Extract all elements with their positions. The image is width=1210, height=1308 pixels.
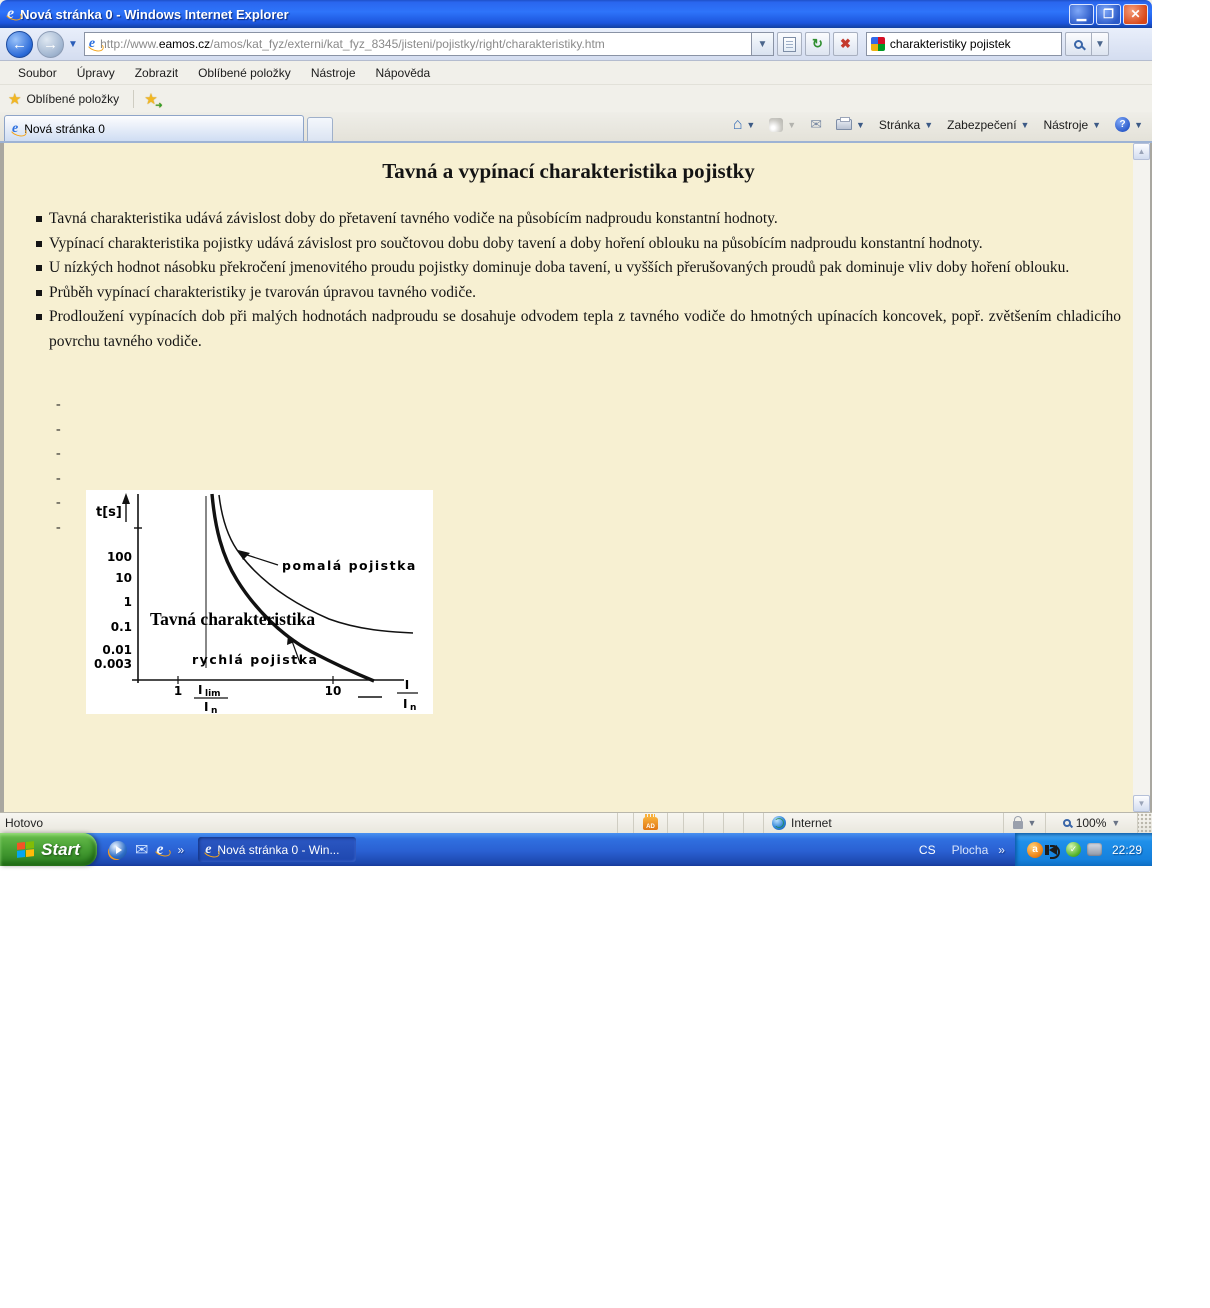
frac-lim-denominator-sub: n (211, 706, 218, 714)
menu-soubor[interactable]: Soubor (18, 65, 57, 80)
taskbar-window-button[interactable] (198, 837, 356, 862)
bullet-item: Tavná charakteristika udává závislost doby do přetavení tavného vodiče na působícím nadproudu konstantní hodnoty. (34, 207, 1121, 232)
address-bar[interactable] (84, 32, 752, 56)
internet-zone-globe-icon (772, 816, 786, 830)
window-titlebar (0, 0, 1152, 28)
url-prefix: http://www. (100, 37, 159, 51)
dash-item: - (56, 519, 61, 535)
menu-napoveda[interactable]: Nápověda (375, 65, 431, 80)
tab-label: Nová stránka 0 (24, 121, 105, 136)
scroll-up-button[interactable]: ▲ (1133, 143, 1150, 160)
help-icon: ? (1115, 117, 1130, 132)
search-input[interactable] (866, 32, 1062, 56)
x-tick-label-1: 1 (173, 684, 183, 698)
favorites-button[interactable]: Oblíbené položky (26, 91, 120, 106)
y-tick-label: 0.01 (102, 643, 132, 657)
taskbar-right (907, 833, 1152, 866)
bullet-item: U nízkých hodnot násobku překročení jmenovitého proudu pojistky dominuje doba tavení, u vyšších přerušovaných proudů pak dominuje vliv doby hoření oblouku. (34, 256, 1121, 281)
printer-icon (836, 119, 852, 130)
x-tick-label-10: 10 (324, 684, 342, 698)
minimize-button[interactable]: ▁ (1069, 4, 1094, 25)
status-segment (724, 813, 744, 833)
security-menu-button[interactable]: Zabezpečení ▼ (947, 117, 1030, 132)
taskbar (0, 833, 1152, 866)
help-button[interactable]: ? ▼ (1110, 114, 1148, 135)
status-segment (668, 813, 684, 833)
update-status-tray-icon[interactable]: ✓ (1066, 842, 1081, 857)
popup-blocker-hand-icon[interactable]: AD (643, 817, 658, 830)
favorites-separator (133, 90, 134, 108)
vertical-scrollbar[interactable] (1133, 143, 1150, 812)
y-tick-label: 10 (115, 571, 132, 585)
security-zone-cell (764, 813, 1004, 833)
window-title: Nová stránka 0 - Windows Internet Explorer (20, 6, 289, 22)
stop-button[interactable]: ✖ (833, 32, 858, 56)
y-arrow-head-icon (122, 493, 130, 504)
volume-tray-icon[interactable] (1049, 845, 1057, 855)
antivirus-tray-icon[interactable]: a (1027, 842, 1043, 858)
page-content (4, 143, 1133, 812)
dash-item: - (56, 446, 61, 462)
internet-explorer-icon[interactable]: e (156, 840, 164, 858)
scroll-down-button[interactable]: ▼ (1133, 795, 1150, 812)
protected-mode-lock-icon (1013, 821, 1023, 829)
command-bar (728, 112, 1148, 141)
back-button[interactable]: ← (6, 31, 33, 58)
menu-nastroje[interactable]: Nástroje (310, 65, 356, 80)
status-bar (0, 812, 1152, 833)
print-button[interactable]: ▼ (831, 116, 870, 133)
task-ie-icon: e (205, 841, 212, 857)
y-tick-label: 0.003 (94, 657, 132, 671)
search-icon (1074, 40, 1083, 49)
history-dropdown-icon[interactable]: ▼ (68, 38, 78, 50)
feed-icon (769, 118, 783, 132)
tools-menu-button[interactable]: Nástroje ▼ (1043, 117, 1102, 132)
page-menu-button[interactable]: Stránka ▼ (878, 117, 934, 132)
frac-axis-denominator-sub: n (410, 703, 417, 713)
feeds-button[interactable]: ▼ (764, 115, 801, 135)
google-icon (871, 37, 885, 51)
search-button[interactable] (1065, 32, 1092, 56)
page-favicon-icon: e (88, 36, 96, 51)
refresh-button[interactable]: ↻ (805, 32, 830, 56)
url-text (100, 37, 605, 51)
frac-axis-denominator: I (403, 697, 408, 711)
status-segment (684, 813, 704, 833)
menu-oblibene-polozky[interactable]: Oblíbené položky (198, 65, 291, 80)
toolbar-overflow-chevron[interactable]: » (998, 842, 1005, 857)
status-segment (618, 813, 634, 833)
window-right-edge (1150, 143, 1152, 812)
zoom-magnifier-icon (1063, 819, 1071, 827)
dash-item: - (56, 495, 61, 511)
y-axis-label: t[s] (96, 505, 122, 520)
y-tick-label: 0.1 (110, 620, 132, 634)
compatibility-view-button[interactable] (777, 32, 802, 56)
restore-button[interactable]: ❐ (1096, 4, 1121, 25)
fuse-characteristic-figure (86, 490, 433, 714)
frac-lim-denominator: I (204, 700, 209, 714)
fast-fuse-label: rychlá pojistka (192, 652, 319, 667)
device-tray-icon[interactable] (1087, 843, 1102, 856)
media-player-icon[interactable] (109, 841, 127, 859)
protected-mode-cell[interactable]: ▼ (1004, 813, 1046, 833)
read-mail-button[interactable] (805, 113, 827, 136)
tab-nova-stranka[interactable] (4, 115, 304, 141)
url-path: /amos/kat_fyz/externi/kat_fyz_8345/jisteni/pojistky/right/charakteristiky.htm (210, 37, 605, 51)
status-text: Hotovo (0, 813, 618, 833)
menu-upravy[interactable]: Úpravy (76, 65, 115, 80)
address-dropdown-button[interactable]: ▼ (752, 32, 774, 56)
search-options-button[interactable]: ▼ (1092, 32, 1109, 56)
frac-lim-numerator: I (198, 683, 203, 697)
frac-lim-numerator-sub: lim (205, 689, 221, 699)
language-indicator[interactable]: CS (918, 842, 936, 857)
close-button[interactable]: ✕ (1123, 4, 1148, 25)
navigation-bar (0, 28, 1152, 61)
taskbar-clock: 22:29 (1111, 842, 1142, 857)
slow-label-arrow (244, 554, 278, 565)
url-domain: eamos.cz (158, 37, 211, 51)
fuse-chart-svg (86, 490, 433, 714)
dash-item: - (56, 470, 61, 486)
status-segment-adblock (634, 813, 668, 833)
y-tick-label: 1 (123, 595, 132, 609)
add-favorite-icon[interactable]: ★ ➜ (144, 90, 157, 108)
quick-launch (109, 840, 184, 860)
system-tray (1015, 833, 1152, 866)
mail-icon: ✉ (810, 116, 822, 132)
resize-grip[interactable] (1138, 813, 1152, 833)
security-zone-label: Internet (791, 816, 832, 830)
page-title: Tavná a vypínací charakteristika pojistky (382, 159, 755, 183)
figure-overlay-title: Tavná charakteristika (150, 609, 316, 629)
task-label: Nová stránka 0 - Win... (217, 842, 340, 857)
new-tab-button[interactable] (307, 117, 333, 141)
zoom-level: 100% (1075, 816, 1107, 830)
browser-content-row (0, 143, 1152, 812)
quick-launch-overflow-chevron[interactable]: » (177, 842, 185, 857)
home-icon: ⌂ (732, 115, 743, 133)
ie-icon: e (7, 5, 15, 22)
tab-favicon-icon: e (12, 120, 19, 136)
y-tick-label: 100 (106, 550, 132, 564)
start-button[interactable] (0, 833, 97, 866)
favorites-bar (0, 85, 1152, 112)
compatibility-icon (783, 37, 796, 52)
bullet-item: Vypínací charakteristika pojistky udává závislost pro součtovou dobu doby tavení a doby hoření oblouku na působícím nadproudu konstantní hodnoty. (34, 232, 1121, 257)
zoom-control[interactable]: 100% ▼ (1046, 813, 1138, 833)
windows-logo-icon (17, 841, 34, 858)
bullet-list (34, 207, 1121, 354)
frac-axis-numerator: I (404, 678, 410, 692)
menu-zobrazit[interactable]: Zobrazit (134, 65, 179, 80)
menu-bar (0, 61, 1152, 85)
desktop-toolbar-label[interactable]: Plocha (951, 842, 989, 857)
forward-button[interactable]: → (37, 31, 64, 58)
empty-dash-list (56, 393, 61, 541)
status-segment (704, 813, 724, 833)
outlook-express-icon[interactable]: ✉ (135, 841, 149, 859)
slow-fuse-label: pomalá pojistka (282, 558, 417, 573)
tab-bar (0, 112, 1152, 143)
search-value: charakteristiky pojistek (889, 37, 1011, 51)
bullet-item: Průběh vypínací charakteristiky je tvarován úpravou tavného vodiče. (34, 281, 1121, 306)
favorites-star-icon: ★ (8, 90, 22, 108)
home-button[interactable]: ⌂ ▼ (732, 115, 756, 133)
status-segment (744, 813, 764, 833)
start-label: Start (41, 839, 80, 859)
dash-item: - (56, 421, 61, 437)
dash-item: - (56, 397, 61, 412)
bullet-item: Prodloužení vypínacích dob při malých hodnotách nadproudu se dosahuje odvodem tepla z tavného vodiče do hmotných upínacích koncovek, popř. zvětšením chladicího povrchu tavného vodiče. (34, 305, 1121, 354)
